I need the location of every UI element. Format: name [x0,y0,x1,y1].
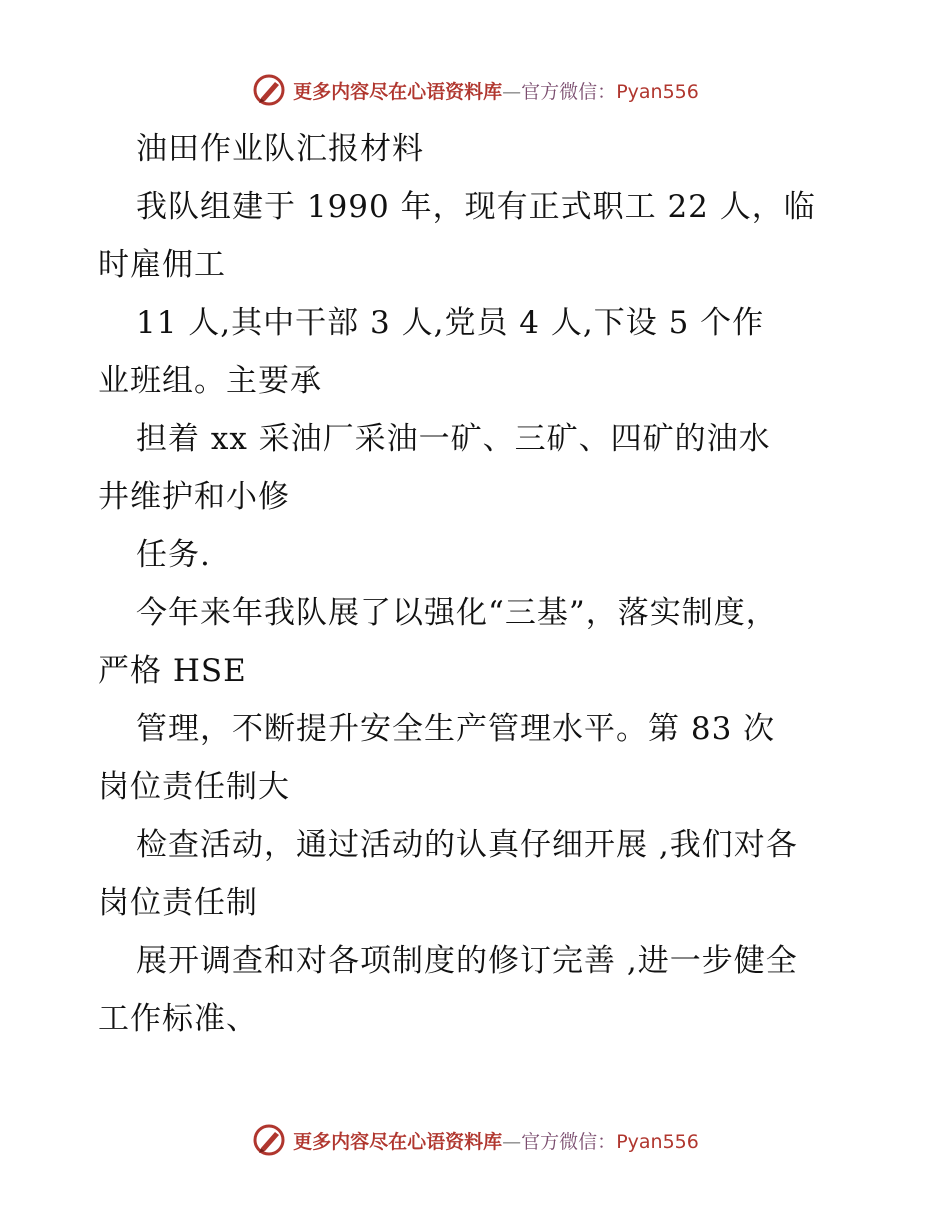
document-body [98,120,858,1048]
watermark-label: 官方微信： [521,1130,617,1153]
pen-logo-icon [251,1122,287,1158]
paragraph-line: 我队组建于 1990 年，现有正式职工 22 人，临 [136,189,816,225]
watermark-text [293,77,699,104]
footer-watermark [0,1120,950,1160]
document-title: 油田作业队汇报材料 [136,131,424,167]
paragraph-line: 工作标准、 [98,1001,258,1037]
watermark-dash: — [502,80,522,103]
paragraph-line: 严格 HSE [98,653,247,689]
paragraph-line: 时雇佣工 [98,247,226,283]
paragraph-line: 井维护和小修 [98,479,290,515]
watermark-account: Pyan556 [616,1130,699,1153]
paragraph-line: 11 人,其中干部 3 人,党员 4 人,下设 5 个作 [136,305,765,341]
paragraph-line: 业班组。主要承 [98,363,322,399]
pen-logo-icon [251,72,287,108]
paragraph-line: 展开调查和对各项制度的修订完善 ,进一步健全 [136,943,798,979]
watermark-site: 更多内容尽在心语资料库 [293,1130,503,1153]
watermark-site: 更多内容尽在心语资料库 [293,80,503,103]
paragraph-line: 担着 xx 采油厂采油一矿、三矿、四矿的油水 [136,421,771,457]
paragraph-line: 岗位责任制 [98,885,258,921]
paragraph-line: 检查活动，通过活动的认真仔细开展 ,我们对各 [136,827,798,863]
watermark-text [293,1127,699,1154]
watermark-label: 官方微信： [521,80,617,103]
header-watermark [0,70,950,110]
watermark-dash: — [502,1130,522,1153]
paragraph-line: 任务. [136,537,211,573]
paragraph-line: 今年来年我队展了以强化“三基”，落实制度， [136,595,778,631]
paragraph-line: 管理，不断提升安全生产管理水平。第 83 次 [136,711,776,747]
watermark-account: Pyan556 [616,80,699,103]
paragraph-line: 岗位责任制大 [98,769,290,805]
